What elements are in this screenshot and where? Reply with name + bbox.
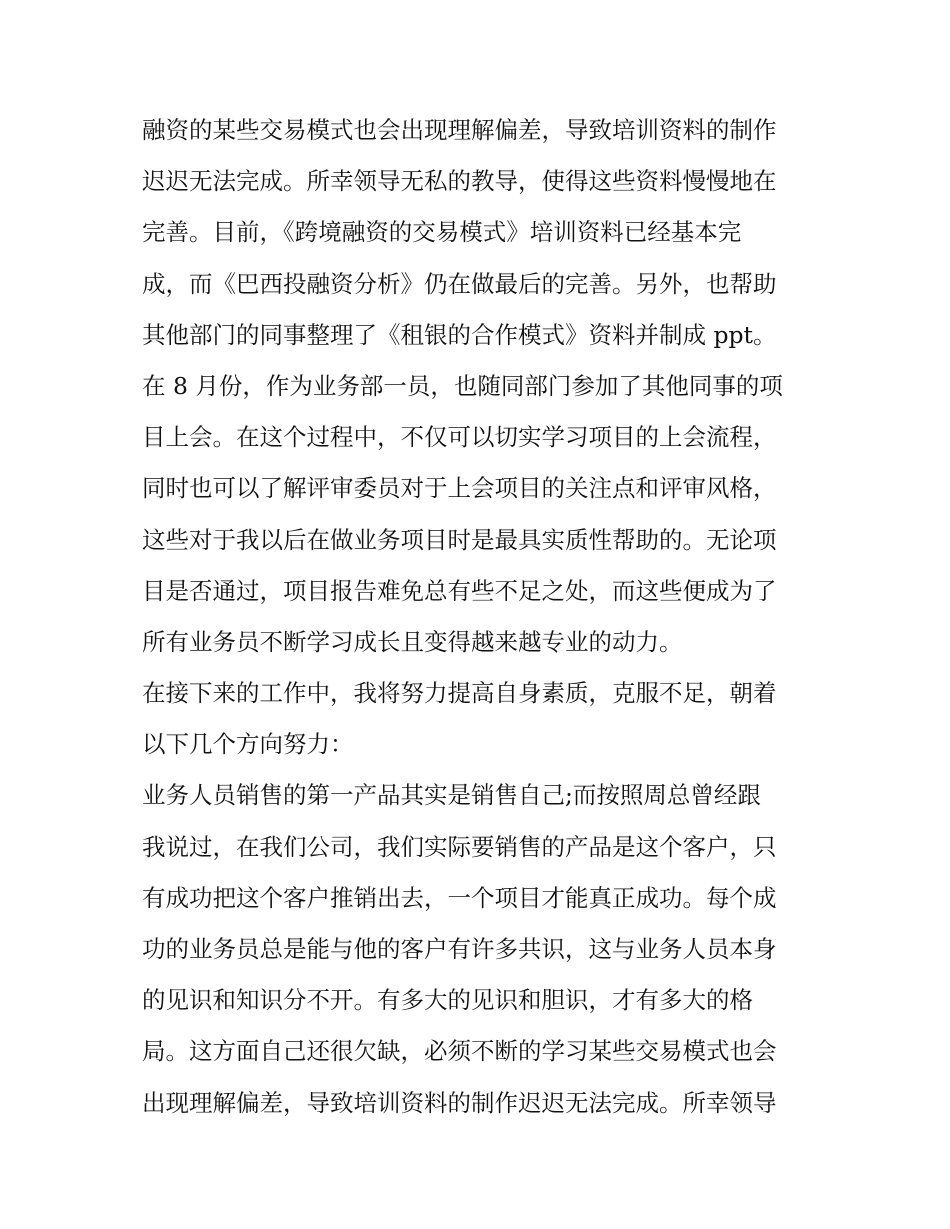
text-line: 同时也可以了解评审委员对于上会项目的关注点和评审风格， (142, 474, 777, 503)
text-line: 功的业务员总是能与他的客户有许多共识，这与业务人员本身 (142, 935, 777, 963)
text-line: 在 8 月份，作为业务部一员，也随同部门参加了其他同事的项 (142, 371, 783, 400)
text-line: 目上会。在这个过程中，不仅可以切实学习项目的上会流程， (142, 423, 777, 452)
text-line: 局。这方面自己还很欠缺，必须不断的学习某些交易模式也会 (142, 1037, 777, 1066)
text-line: 以下几个方向努力： (142, 730, 354, 759)
text-line: 业务人员销售的第一产品其实是销售自己;而按照周总曾经跟 (142, 781, 761, 810)
text-line: 其他部门的同事整理了《租银的合作模式》资料并制成 ppt。 (142, 320, 777, 349)
text-line: 的见识和知识分不开。有多大的见识和胆识，才有多大的格 (142, 986, 753, 1015)
body-text (142, 105, 822, 1129)
text-line: 这些对于我以后在做业务项目时是最具实质性帮助的。无论项 (142, 525, 777, 554)
text-line: 有成功把这个客户推销出去，一个项目才能真正成功。每个成 (142, 883, 777, 912)
text-line: 完善。目前，《跨境融资的交易模式》培训资料已经基本完 (142, 218, 742, 247)
text-line: 迟迟无法完成。所幸领导无私的教导，使得这些资料慢慢地在 (142, 167, 777, 196)
text-line: 我说过，在我们公司，我们实际要销售的产品是这个客户，只 (142, 832, 777, 861)
text-line: 所有业务员不断学习成长且变得越来越专业的动力。 (142, 627, 683, 656)
text-line: 融资的某些交易模式也会出现理解偏差，导致培训资料的制作 (142, 116, 777, 144)
text-line: 出现理解偏差，导致培训资料的制作迟迟无法完成。所幸领导 (142, 1088, 777, 1117)
text-line: 成，而《巴西投融资分析》仍在做最后的完善。另外，也帮助 (142, 269, 777, 298)
text-line: 目是否通过，项目报告难免总有些不足之处，而这些便成为了 (142, 576, 777, 605)
text-line: 在接下来的工作中，我将努力提高自身素质，克服不足，朝着 (142, 679, 777, 708)
